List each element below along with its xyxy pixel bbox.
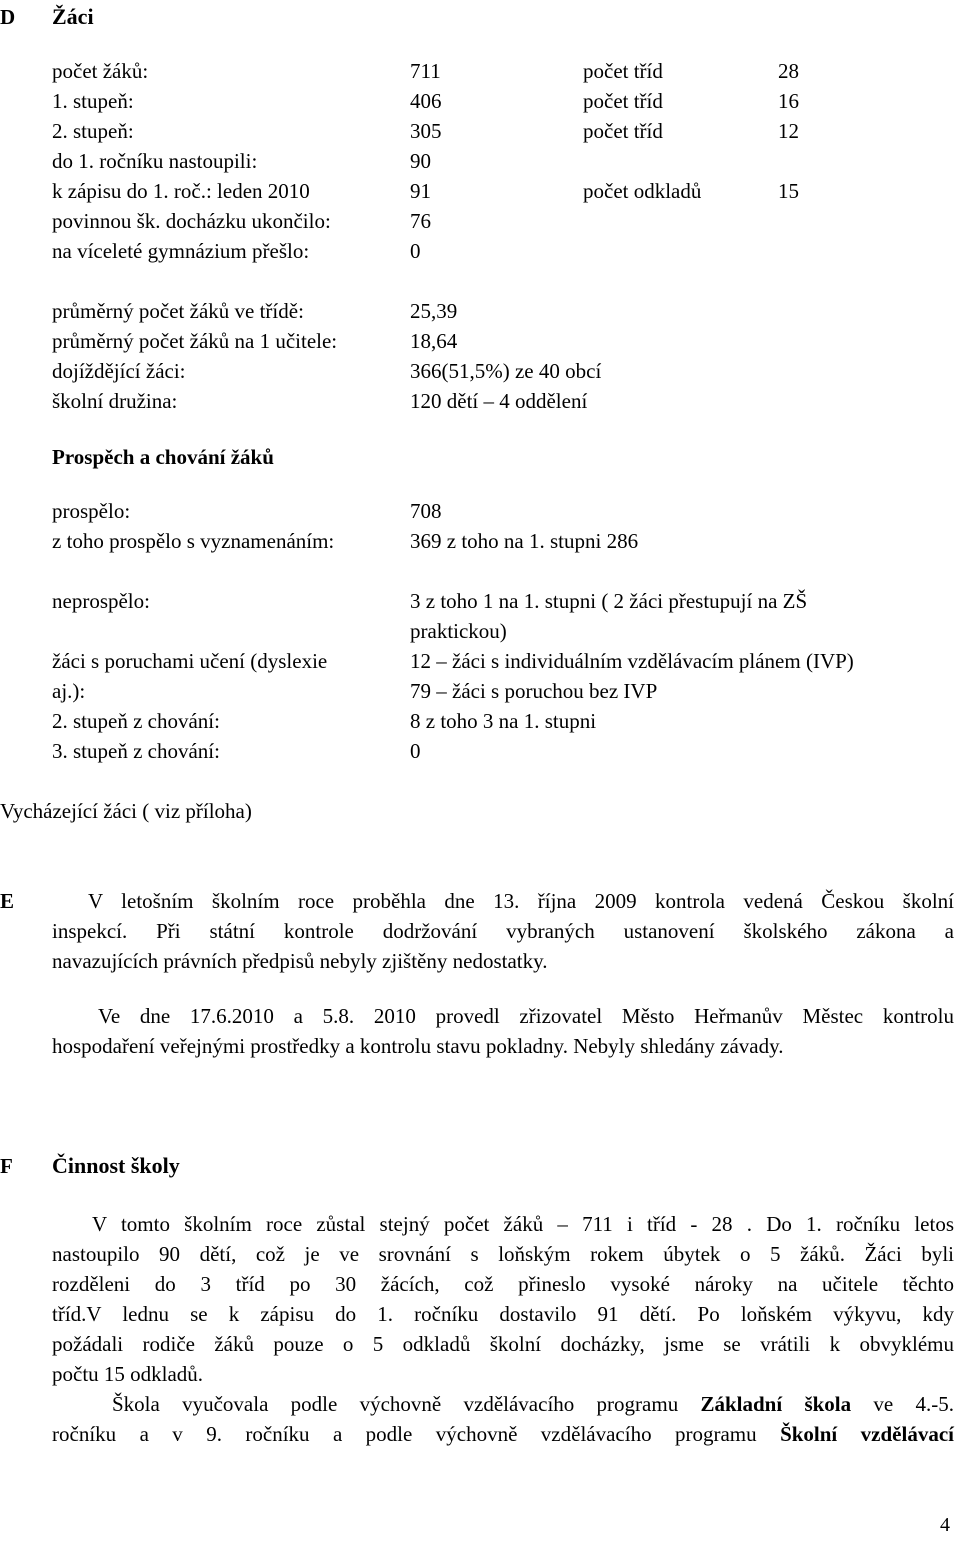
- program-zakladni-skola: Základní škola: [700, 1392, 852, 1416]
- chovani2-value: 8 z toho 3 na 1. stupni: [410, 709, 597, 733]
- vychazejici-zaci: Vycházející žáci ( viz příloha): [0, 799, 252, 823]
- neprospelo-label: neprospělo:: [52, 589, 150, 613]
- stat-value: 0: [410, 239, 421, 263]
- stat-label: 2. stupeň:: [52, 119, 134, 143]
- section-f-line: V tomto školním roce zůstal stejný počet žáků – 711 i tříd - 28 . Do 1. ročníku letos: [92, 1212, 954, 1236]
- stat-value: 91: [410, 179, 431, 203]
- stat-value2: 16: [778, 89, 799, 113]
- section-e-p1-line3: navazujících právních předpisů nebyly zjištěny nedostatky.: [52, 949, 548, 973]
- section-e-letter: E: [0, 889, 15, 913]
- section-e-p2-line2: hospodaření veřejnými prostředky a kontrolu stavu pokladny. Nebyly shledány závady.: [52, 1034, 784, 1058]
- stat-label2: počet tříd: [583, 119, 663, 143]
- section-e-p2-line1: Ve dne 17.6.2010 a 5.8. 2010 provedl zřizovatel Město Heřmanův Městec kontrolu: [98, 1004, 954, 1028]
- poruchy-bez-ivp-value: 79 – žáci s poruchou bez IVP: [410, 679, 658, 703]
- avg-label: školní družina:: [52, 389, 178, 413]
- p2-text: ve 4.-5.: [851, 1392, 954, 1416]
- chovani3-label: 3. stupeň z chování:: [52, 739, 220, 763]
- section-e-p1-line1: V letošním školním roce proběhla dne 13. října 2009 kontrola vedená Českou školní: [88, 889, 954, 913]
- stat-label: do 1. ročníku nastoupili:: [52, 149, 258, 173]
- p2-text: Škola vyučovala podle výchovně vzdělávacího programu: [112, 1392, 701, 1416]
- section-f-line: nastoupilo 90 dětí, což je ve srovnání s loňským rokem úbytek o 5 žáků. Žáci byli: [52, 1242, 954, 1266]
- stat-label: 1. stupeň:: [52, 89, 134, 113]
- neprospelo-value-cont: praktickou): [410, 619, 507, 643]
- stat-label: povinnou šk. docházku ukončilo:: [52, 209, 331, 233]
- avg-value: 366(51,5%) ze 40 obcí: [410, 359, 602, 383]
- stat-value2: 28: [778, 59, 799, 83]
- prospech-value: 708: [410, 499, 442, 523]
- prospech-value: 369 z toho na 1. stupni 286: [410, 529, 639, 553]
- avg-value: 120 dětí – 4 oddělení: [410, 389, 588, 413]
- prospech-label: z toho prospělo s vyznamenáním:: [52, 529, 335, 553]
- stat-label2: počet tříd: [583, 89, 663, 113]
- avg-label: průměrný počet žáků na 1 učitele:: [52, 329, 338, 353]
- p2-text: ročníku a v 9. ročníku a podle výchovně vzdělávacího programu: [52, 1422, 781, 1446]
- stat-value: 711: [410, 59, 441, 83]
- poruchy-label: žáci s poruchami učení (dyslexie: [52, 649, 328, 673]
- section-f-line: tříd.V lednu se k zápisu do 1. ročníku dostavilo 91 dětí. Po loňském výkyvu, kdy: [52, 1302, 954, 1326]
- section-e-p1-line2: inspekcí. Při státní kontrole dodržování vybraných ustanovení školského zákona a: [52, 919, 954, 943]
- stat-label2: počet odkladů: [583, 179, 702, 203]
- stat-value: 305: [410, 119, 442, 143]
- neprospelo-value: 3 z toho 1 na 1. stupni ( 2 žáci přestupují na ZŠ: [410, 589, 808, 613]
- avg-value: 18,64: [410, 329, 458, 353]
- stat-value2: 15: [778, 179, 799, 203]
- stat-label2: počet tříd: [583, 59, 663, 83]
- stat-value: 406: [410, 89, 442, 113]
- page-number: 4: [940, 1514, 950, 1536]
- section-f-line: požádali rodiče žáků pouze o 5 odkladů školní docházky, jsme se vrátili k obvyklému: [52, 1332, 954, 1356]
- stat-value2: 12: [778, 119, 799, 143]
- avg-label: průměrný počet žáků ve třídě:: [52, 299, 304, 323]
- section-f-last-line: počtu 15 odkladů.: [52, 1362, 204, 1386]
- stat-label: na víceleté gymnázium přešlo:: [52, 239, 310, 263]
- avg-label: dojíždějící žáci:: [52, 359, 186, 383]
- section-f-title: Činnost školy: [52, 1153, 180, 1178]
- section-f-p2-line1: [112, 1389, 954, 1419]
- chovani2-label: 2. stupeň z chování:: [52, 709, 220, 733]
- section-f-p2-line2: [52, 1419, 954, 1449]
- chovani3-value: 0: [410, 739, 421, 763]
- section-f-letter: F: [0, 1154, 13, 1178]
- section-f-line: rozděleni do 3 tříd po 30 žácích, což přineslo vysoké nároky na učitele těchto: [52, 1272, 954, 1296]
- avg-value: 25,39: [410, 299, 458, 323]
- stat-label: počet žáků:: [52, 59, 149, 83]
- section-d-letter: D: [0, 5, 16, 29]
- section-d-title: Žáci: [52, 4, 94, 29]
- poruchy-ivp-value: 12 – žáci s individuálním vzdělávacím plánem (IVP): [410, 649, 854, 673]
- stat-label: k zápisu do 1. roč.: leden 2010: [52, 179, 310, 203]
- stat-value: 76: [410, 209, 431, 233]
- program-skolni-vzdelavaci: Školní vzdělávací: [780, 1422, 954, 1446]
- poruchy-label-cont: aj.):: [52, 679, 86, 703]
- prospech-label: prospělo:: [52, 499, 131, 523]
- stat-value: 90: [410, 149, 431, 173]
- prospech-heading: Prospěch a chování žáků: [52, 445, 274, 469]
